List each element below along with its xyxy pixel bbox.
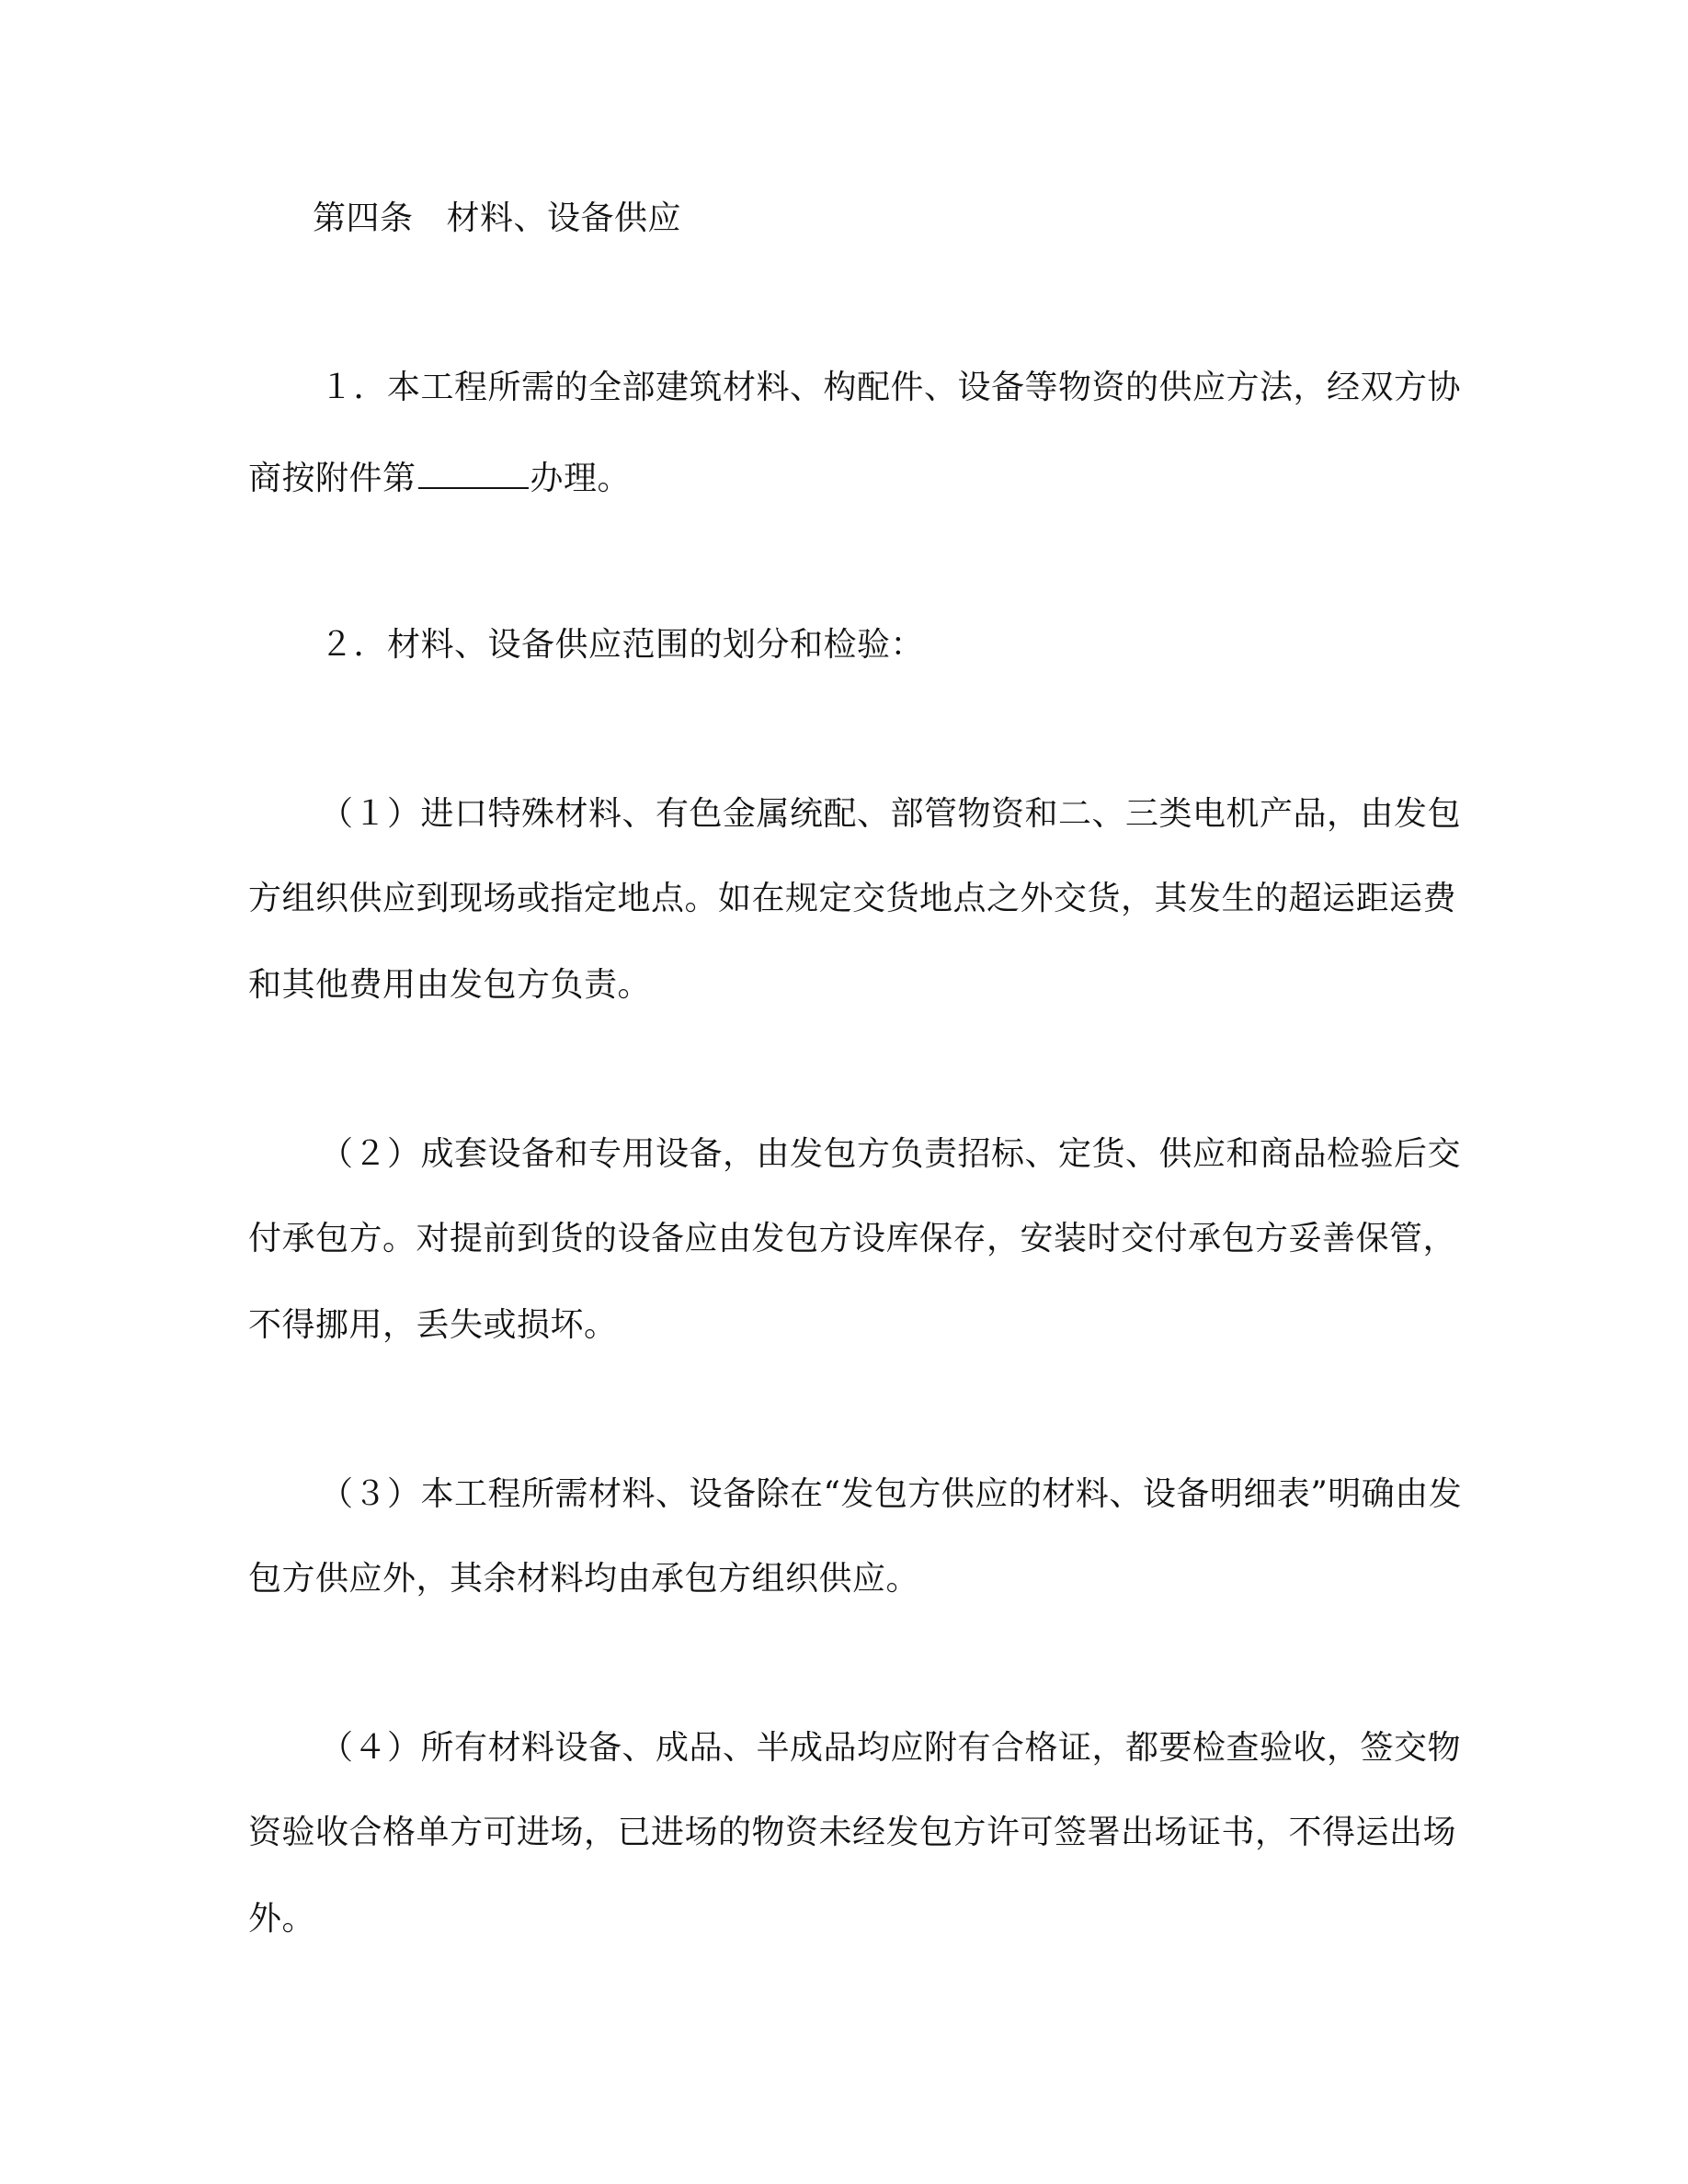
- article-number: 第四条: [313, 199, 414, 237]
- item-1-line-3: 和其他费用由发包方负责。: [248, 966, 652, 1004]
- item-1-line-1: （１）进口特殊材料、有色金属统配、部管物资和二、三类电机产品，由发包: [320, 795, 1462, 833]
- clause-1-line-2: [0, 454, 1688, 499]
- clause-1-text-before-blank: 商按附件第: [248, 460, 416, 497]
- item-2-line-1: （２）成套设备和专用设备，由发包方负责招标、定货、供应和商品检验后交: [320, 1135, 1462, 1173]
- clause-1-line-1: １．本工程所需的全部建筑材料、构配件、设备等物资的供应方法，经双方协: [320, 369, 1462, 406]
- item-4-line-3: 外。: [248, 1900, 316, 1938]
- article-title: 材料、设备供应: [446, 199, 682, 237]
- clause-1-text-after-blank: 办理。: [530, 460, 632, 497]
- appendix-number-blank: [418, 454, 529, 489]
- item-3-line-2: 包方供应外，其余材料均由承包方组织供应。: [248, 1560, 920, 1598]
- item-2-line-2: 付承包方。对提前到货的设备应由发包方设库保存，安装时交付承包方妥善保管，: [248, 1220, 1457, 1257]
- item-4-line-2: 资验收合格单方可进场，已进场的物资未经发包方许可签署出场证书，不得运出场: [248, 1814, 1457, 1851]
- item-4-line-1: （４）所有材料设备、成品、半成品均应附有合格证，都要检查验收，签交物: [320, 1729, 1462, 1767]
- clause-2-line-1: ２．材料、设备供应范围的划分和检验：: [320, 626, 925, 664]
- item-3-line-1: （３）本工程所需材料、设备除在“发包方供应的材料、设备明细表”明确由发: [320, 1475, 1463, 1513]
- item-1-line-2: 方组织供应到现场或指定地点。如在规定交货地点之外交货，其发生的超运距运费: [248, 880, 1457, 917]
- article-heading: [313, 199, 1688, 239]
- item-2-line-3: 不得挪用，丢失或损坏。: [248, 1306, 618, 1344]
